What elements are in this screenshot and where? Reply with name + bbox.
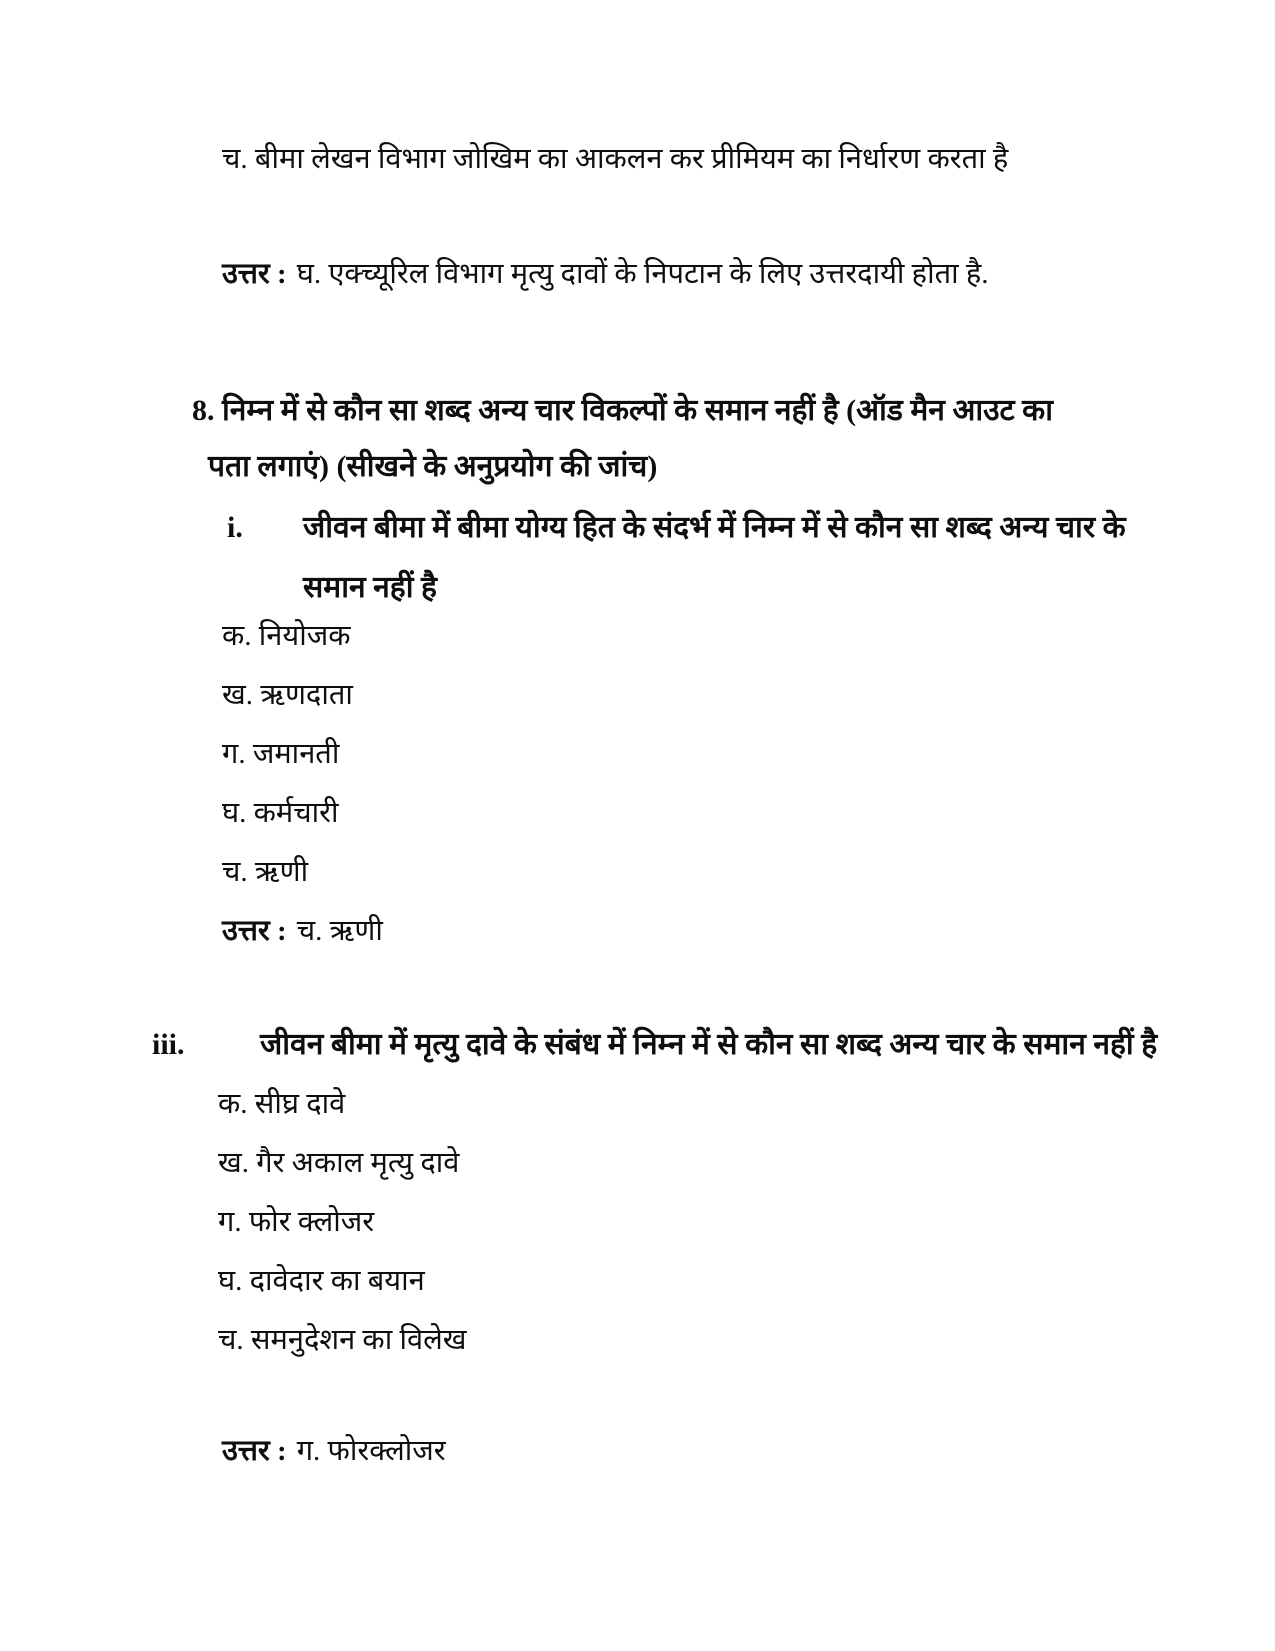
answer-text: घ. एक्च्यूरिल विभाग मृत्यु दावों के निपटान के लिए उत्तरदायी होता है. — [296, 258, 989, 290]
option-line: क. नियोजक — [222, 620, 351, 652]
answer-text: च. ऋणी — [296, 915, 383, 947]
prev-question-answer-line — [222, 251, 989, 297]
option-line: च. समनुदेशन का विलेख — [218, 1324, 467, 1356]
question-8-heading — [192, 383, 1078, 495]
option-line: च. ऋणी — [222, 856, 309, 888]
sub-question-i-options — [222, 607, 353, 902]
sub-question-iii-options — [218, 1075, 466, 1370]
sub-question-iii-text: जीवन बीमा में मृत्यु दावे के संबंध में निम्न में से कौन सा शब्द अन्य चार के समान नहीं है — [260, 1028, 1158, 1061]
prev-question-option-line: च. बीमा लेखन विभाग जोखिम का आकलन कर प्रीमियम का निर्धारण करता है — [222, 143, 1009, 175]
sub-question-i-number: i. — [227, 511, 243, 544]
option-line: ख. गैर अकाल मृत्यु दावे — [218, 1147, 460, 1179]
question-8-number: 8. — [192, 394, 215, 427]
sub-question-iii-answer-line — [222, 1428, 446, 1474]
option-line: घ. दावेदार का बयान — [218, 1265, 425, 1297]
sub-question-iii — [152, 1022, 1157, 1068]
sub-question-i — [227, 498, 1132, 618]
option-line: ग. जमानती — [222, 738, 340, 770]
option-line: ख. ऋणदाता — [222, 679, 353, 711]
answer-label: उत्तर : — [222, 258, 287, 290]
answer-label: उत्तर : — [222, 915, 287, 947]
option-line: घ. कर्मचारी — [222, 797, 339, 829]
answer-text: ग. फोरक्लोजर — [296, 1435, 446, 1467]
sub-question-i-answer-line — [222, 908, 383, 954]
sub-question-iii-number: iii. — [152, 1028, 185, 1061]
option-line: क. सीघ्र दावे — [218, 1088, 346, 1120]
option-line: ग. फोर क्लोजर — [218, 1206, 375, 1238]
sub-question-i-text: जीवन बीमा में बीमा योग्य हित के संदर्भ में निम्न में से कौन सा शब्द अन्य चार के समान नहीं है — [303, 511, 1126, 604]
question-8-text: निम्न में से कौन सा शब्द अन्य चार विकल्पों के समान नहीं है (ऑड मैन आउट का पता लगाएं) (सीखने के अनुप्रयोग की जांच) — [208, 394, 1053, 483]
answer-label: उत्तर : — [222, 1435, 287, 1467]
